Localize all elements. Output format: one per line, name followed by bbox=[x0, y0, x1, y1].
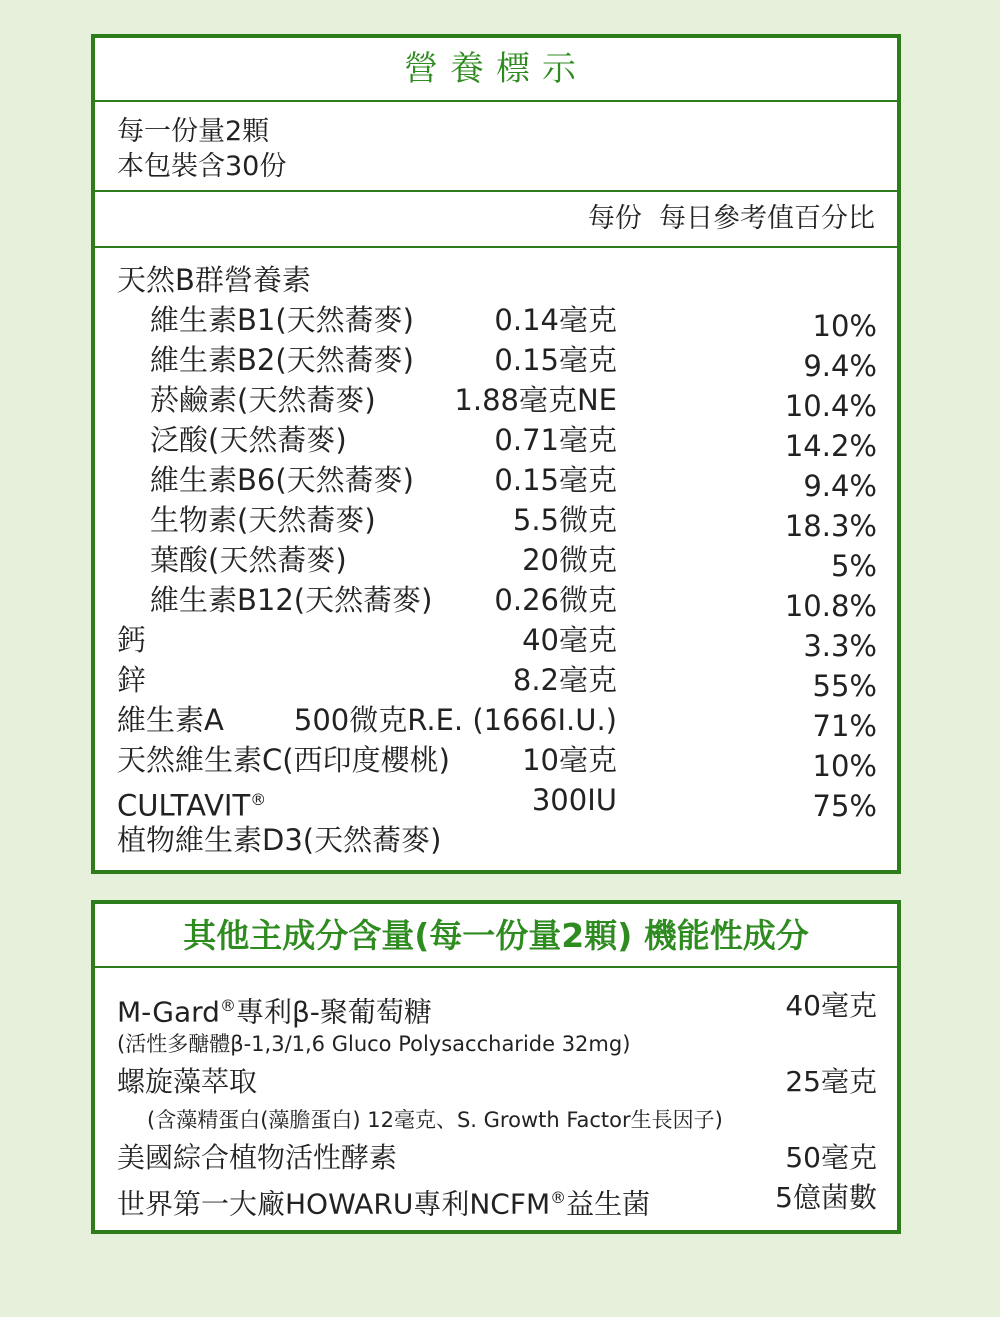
ingredient-amount: 40毫克 bbox=[785, 989, 877, 1022]
ingredient-name: 螺旋藻萃取 bbox=[117, 1065, 258, 1098]
ingredient-amount: 5億菌數 bbox=[775, 1181, 877, 1214]
nutrient-name: 維生素B12(天然蕎麥) bbox=[150, 583, 433, 617]
nutrient-row bbox=[95, 780, 897, 823]
ingredient-amount: 50毫克 bbox=[785, 1141, 877, 1174]
column-header: 每份 每日參考值百分比 bbox=[95, 192, 897, 248]
ingredient-row bbox=[95, 1178, 897, 1221]
group-title: 天然B群營養素 bbox=[117, 263, 311, 297]
nutrient-name: 泛酸(天然蕎麥) bbox=[150, 423, 347, 457]
nutrient-amount: 0.14毫克 bbox=[494, 303, 617, 337]
nutrition-facts-panel bbox=[91, 34, 901, 874]
ingredient-desc: 益生菌 bbox=[566, 1187, 651, 1221]
ingredient-note-row bbox=[95, 1104, 897, 1136]
nutrient-percent: 10% bbox=[812, 749, 877, 783]
nutrient-amount: 0.15毫克 bbox=[494, 463, 617, 497]
ingredient-amount: 25毫克 bbox=[785, 1065, 877, 1098]
nutrient-name: 葉酸(天然蕎麥) bbox=[150, 543, 347, 577]
nutrient-amount: 0.26微克 bbox=[494, 583, 617, 617]
nutrient-percent: 55% bbox=[812, 669, 877, 703]
registered-mark: ® bbox=[250, 790, 267, 809]
ingredient-note: (含藻精蛋白(藻膽蛋白) 12毫克、S. Growth Factor生長因子) bbox=[147, 1108, 723, 1132]
nutrient-row bbox=[95, 660, 897, 703]
nutrient-amount: 10毫克 bbox=[522, 743, 617, 777]
nutrient-amount: 5.5微克 bbox=[512, 503, 617, 537]
nutrient-name: 鋅 bbox=[117, 663, 147, 697]
nutrient-amount: 0.15毫克 bbox=[494, 343, 617, 377]
nutrient-name: 植物維生素D3(天然蕎麥) bbox=[117, 823, 442, 857]
nutrient-percent: 10% bbox=[812, 309, 877, 343]
nutrient-amount: 1.88毫克NE bbox=[454, 383, 617, 417]
registered-mark: ® bbox=[550, 1188, 567, 1207]
nutrient-name: 維生素B1(天然蕎麥) bbox=[150, 303, 414, 337]
nutrient-name: 維生素B6(天然蕎麥) bbox=[150, 463, 414, 497]
servings-per-package: 本包裝含30份 bbox=[117, 151, 287, 182]
nutrient-amount: 0.71毫克 bbox=[494, 423, 617, 457]
nutrient-row bbox=[95, 620, 897, 663]
functional-ingredients-panel bbox=[91, 900, 901, 1234]
nutrient-row bbox=[95, 500, 897, 543]
nutrient-name: 天然維生素C(西印度櫻桃) bbox=[117, 743, 450, 777]
nutrient-row bbox=[95, 540, 897, 583]
registered-mark: ® bbox=[219, 996, 236, 1015]
nutrient-amount: 40毫克 bbox=[522, 623, 617, 657]
nutrient-name: 鈣 bbox=[117, 623, 147, 657]
nutrient-percent: 10.4% bbox=[784, 389, 877, 423]
nutrient-name bbox=[117, 780, 266, 826]
ingredient-name: 美國綜合植物活性酵素 bbox=[117, 1141, 398, 1174]
ingredient-row bbox=[95, 1138, 897, 1178]
ingredient-desc: 專利β-聚葡萄糖 bbox=[235, 995, 432, 1029]
serving-size: 每一份量2顆 bbox=[117, 116, 270, 147]
nutrient-percent: 9.4% bbox=[803, 349, 877, 383]
functional-ingredients-title: 其他主成分含量(每一份量2顆) 機能性成分 bbox=[95, 904, 897, 968]
group-title-row bbox=[95, 260, 897, 300]
ingredient-brand: M-Gard bbox=[117, 995, 220, 1029]
nutrient-percent: 3.3% bbox=[803, 629, 877, 663]
nutrient-row bbox=[95, 740, 897, 783]
ingredient-row bbox=[95, 1062, 897, 1102]
cultavit-name: CULTAVIT bbox=[117, 788, 251, 823]
nutrient-row bbox=[95, 580, 897, 623]
nutrient-row bbox=[95, 420, 897, 463]
nutrient-percent: 5% bbox=[830, 549, 877, 583]
nutrition-facts-title: 營養標示 bbox=[95, 38, 897, 102]
ingredient-name bbox=[117, 986, 432, 1032]
nutrient-name: 生物素(天然蕎麥) bbox=[150, 503, 376, 537]
serving-info bbox=[95, 102, 897, 192]
nutrient-row bbox=[95, 820, 897, 860]
nutrient-row bbox=[95, 700, 897, 743]
nutrient-row bbox=[95, 300, 897, 343]
nutrient-amount: 500微克R.E. (1666I.U.) bbox=[293, 703, 617, 737]
nutrient-row bbox=[95, 340, 897, 383]
ingredient-brand: 世界第一大廠HOWARU專利NCFM bbox=[117, 1187, 551, 1221]
ingredient-note-row bbox=[95, 1028, 897, 1060]
nutrient-percent: 18.3% bbox=[784, 509, 877, 543]
nutrient-percent: 75% bbox=[812, 789, 877, 823]
nutrient-row bbox=[95, 380, 897, 423]
nutrient-row bbox=[95, 460, 897, 503]
nutrient-percent: 9.4% bbox=[803, 469, 877, 503]
nutrient-amount: 20微克 bbox=[522, 543, 617, 577]
nutrient-name: 菸鹼素(天然蕎麥) bbox=[150, 383, 376, 417]
ingredient-note: (活性多醣體β-1,3/1,6 Gluco Polysaccharide 32mg) bbox=[117, 1032, 631, 1056]
nutrient-amount: 300IU bbox=[531, 783, 617, 817]
nutrient-percent: 71% bbox=[812, 709, 877, 743]
nutrient-percent: 10.8% bbox=[784, 589, 877, 623]
ingredient-row bbox=[95, 986, 897, 1029]
nutrient-percent: 14.2% bbox=[784, 429, 877, 463]
nutrient-amount: 8.2毫克 bbox=[512, 663, 617, 697]
nutrient-name: 維生素A bbox=[117, 703, 224, 737]
ingredient-name bbox=[117, 1178, 650, 1224]
nutrient-name: 維生素B2(天然蕎麥) bbox=[150, 343, 414, 377]
